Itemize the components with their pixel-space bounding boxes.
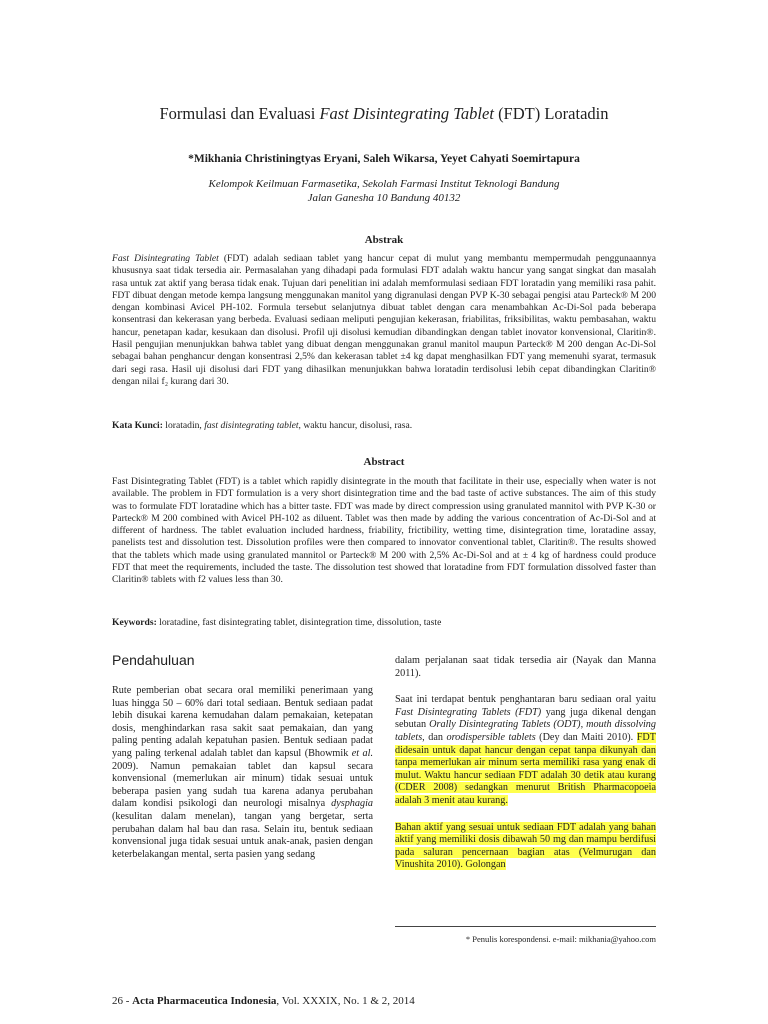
journal-volume: , Vol. XXXIX, No. 1 & 2, 2014 xyxy=(276,995,415,1007)
abstrak-body xyxy=(112,253,656,388)
title-text: Formulasi dan Evaluasi xyxy=(159,104,320,123)
journal-name: Acta Pharmaceutica Indonesia xyxy=(132,995,277,1007)
abstrak-lead-italic: Fast Disintegrating Tablet xyxy=(112,253,219,264)
intro-p2-b: yang juga dikenal dengan sebutan xyxy=(395,706,656,731)
intro-p2-italic-c: orodispersible tablets xyxy=(446,731,536,743)
intro-p1-italic-2: dysphagia xyxy=(331,798,373,810)
abstract-heading: Abstract xyxy=(363,456,405,468)
page-footer xyxy=(112,995,415,1007)
intro-p2-italic-b: Orally Disintegrating Tablets (ODT), mouth dissolving tablets, xyxy=(395,719,656,743)
affiliation xyxy=(0,177,768,205)
intro-p2-c: dan xyxy=(424,731,447,743)
title-suffix: (FDT) Loratadin xyxy=(493,104,609,123)
corresponding-author-footnote: * Penulis korespondensi. e-mail: mikhania@yahoo.com xyxy=(465,934,656,944)
kata-kunci-post: , waktu hancur, disolusi, rasa. xyxy=(298,420,413,431)
title-italic: Fast Disintegrating Tablet xyxy=(319,104,494,123)
abstrak-heading: Abstrak xyxy=(364,234,404,246)
keywords xyxy=(112,617,656,628)
keywords-text: loratadine, fast disintegrating tablet, disintegration time, dissolution, taste xyxy=(156,617,442,628)
page-number: 26 - xyxy=(112,995,133,1007)
footnote-divider xyxy=(395,926,656,927)
intro-paragraph-1 xyxy=(112,685,373,861)
affiliation-line-1: Kelompok Keilmuan Farmasetika, Sekolah Farmasi Institut Teknologi Bandung xyxy=(208,178,560,190)
intro-p1-a: Rute pemberian obat secara oral memiliki penerimaan yang luas hingga 50 – 60% dari total sediaan. Bentuk sediaan padat lebih disukai karena kemudahan dalam pemakaian, ketepatan dosis, menghindarkan rasa sakit saat pemakaian, dan yang paling penting adalah kepatuhan pasien. Bentuk sediaan padat yang paling terkenal adalah tablet dan kapsul (Bhowmik xyxy=(112,685,373,759)
highlighted-paragraph: Bahan aktif yang sesuai untuk sediaan FDT adalah yang bahan aktif yang memiliki dosis dibawah 50 mg dan mampu berdifusi pada saluran pencernaan bagian atas (Velmurugan dan Vinushita 2010). Golongan xyxy=(395,821,656,871)
intro-p2-italic-a: Fast Disintegrating Tablets (FDT) xyxy=(395,706,542,718)
abstrak-text: (FDT) adalah sediaan tablet yang hancur cepat di mulut yang membantu mempermudah penggunaannya khususnya saat tidak tersedia air. Permasalahan yang dihadapi pada formulasi FDT adalah waktu hancur yang sangat singkat dan masalah rasa untuk zat aktif yang berasa tidak enak. Tujuan dari penelitian ini adalah memformulasi sediaan FDT loratadin yang memiliki rasa pahit. FDT dibuat dengan metode kempa langsung menggunakan manitol yang digranulasi dengan PVP K-30 sebagai pengisi atau Parteck® M 200 dengan kombinasi Avicel PH-102. Formula tersebut selanjutnya dibuat tablet dengan cara menambahkan Ac-Di-Sol pada beberapa konsentrasi dan kekerasan yang berbeda. Evaluasi sediaan meliputi pengujian kekerasan, friabilitas, friksibilitas, waktu pembasahan, waktu hancur, penetapan kadar, kesukaan dan disolusi. Profil uji disolusi kemudian dibandingkan dengan tablet inovator konvensional, Claritin®. Hasil pengujian menunjukkan bahwa tablet yang dibuat dengan menggunakan granul manitol maupun Parteck® M 200 dengan Ac-Di-Sol sebagai bahan penghancur dengan konsentrasi 2,5% dan kekerasan tablet ±4 kg dapat menghasilkan FDT yang memenuhi syarat, termasuk dari segi rasa. Hasil uji disolusi dari FDT yang dihasilkan menunjukkan bahwa loratadin terdisolusi lebih cepat dibandingkan Claritin® dengan nilai f₂ kurang dari 30. xyxy=(112,253,656,387)
intro-p1-italic: et al. xyxy=(351,747,374,759)
article-title xyxy=(0,104,768,124)
kata-kunci-italic: fast disintegrating tablet xyxy=(204,420,299,431)
intro-paragraph-3 xyxy=(395,822,656,872)
intro-p1-c: (kesulitan dalam menelan), tangan yang bergetar, serta perubahan dalam hal bau dan rasa. Selain itu, bentuk sediaan konvensional juga tidak sesuai untuk anak-anak, pasien dengan keterbelakangan mental, serta pasien yang sedang xyxy=(112,810,373,860)
intro-continuation: dalam perjalanan saat tidak tersedia air (Nayak dan Manna 2011). xyxy=(395,655,656,679)
abstract-body: Fast Disintegrating Tablet (FDT) is a tablet which rapidly disintegrate in the mouth that facilitate in their use, especially when water is not available. The problem in FDT formulation is a very short disintegration time and the bad taste of active substances. The aim of this study was to formulate FDT loratadine which has a bitter taste. FDT was made by direct compression using granulated mannitol with PVP K-30 or Parteck® M 200 combined with Avicel PH-102 as diluent. Tablet was then made by adding the various concentration of Ac-Di-Sol and at different of hardness. The tablet evaluation included hardness, friability, frictibility, wetting time, disintegration time, loratadine assay, panelists test and dissolution test. Dissolution profiles were then compared to innovator conventional tablet, Claritin®. The results showed that the tablets which made using granulated mannitol or Parteck® M 200 with 2,5% Ac-Di-Sol and at ± 4 kg of hardness could produce FDT that meet the requirements, included the taste. The dissolution test showed that loratadine from FDT formulation dissolved faster than Claritin® tablets with f2 values less than 30. xyxy=(112,476,656,586)
intro-right-column xyxy=(395,655,656,872)
highlighted-text: FDT didesain untuk dapat hancur dengan cepat tanpa dikunyah dan tanpa memerlukan air minum serta memiliki rasa yang enak di mulut. Waktu hancur sediaan FDT adalah 30 detik atau kurang (CDER 2008) sedangkan menurut British Pharmacopoeia adalah 3 menit atau kurang. xyxy=(395,731,656,806)
kata-kunci-label: Kata Kunci: xyxy=(112,420,163,431)
affiliation-line-2: Jalan Ganesha 10 Bandung 40132 xyxy=(307,192,461,204)
kata-kunci-pre: loratadin, xyxy=(162,420,205,431)
intro-p2-d: (Dey dan Maiti 2010). xyxy=(535,731,637,743)
keywords-label: Keywords: xyxy=(112,617,157,628)
intro-left-column xyxy=(112,652,373,861)
intro-heading: Pendahuluan xyxy=(112,652,195,668)
intro-p2-a: Saat ini terdapat bentuk penghantaran baru sediaan oral yaitu xyxy=(395,694,656,706)
intro-p1-b: 2009). Namun pemakaian tablet dan kapsul secara konvensional (memerlukan air minum) tidak sesuai untuk beberapa pasien yang sudah tua karena adanya perubahan dalam kondisi psikologi dan neurologi misalnya xyxy=(112,760,373,810)
author-list: *Mikhania Christiningtyas Eryani, Saleh Wikarsa, Yeyet Cahyati Soemirtapura xyxy=(188,153,580,165)
kata-kunci xyxy=(112,420,656,431)
intro-paragraph-2 xyxy=(395,694,656,807)
